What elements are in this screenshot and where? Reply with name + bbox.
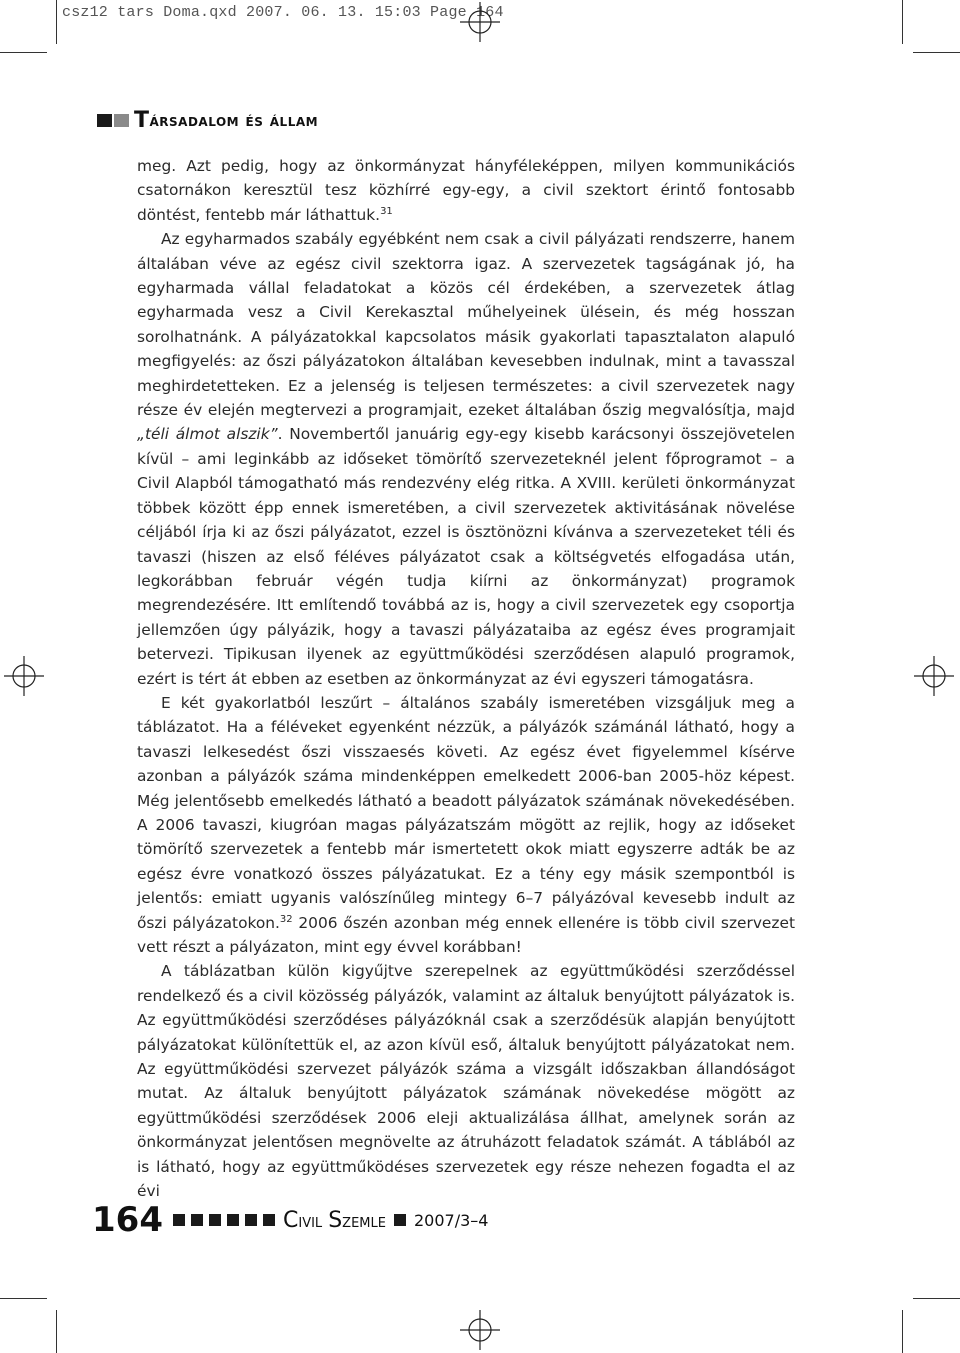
footer-squares-icon [173, 1214, 275, 1226]
paragraph-3: E két gyakorlatból leszűrt – általános szabály ismeretében vizsgáljuk meg a táblázatot. Ha a féléveket egyenként nézzük, a pályázók számánál látható, hogy a tavaszi lelkesedést őszi visszaesés követi. Az egész évet figyelemmel kísérve azonban a pályázók száma mindenképpen emelkedett 2006-ban 2005-höz képest. Még jelentősebb emelkedés látható a beadott pályázatok számának növekedésében. A 2006 tavaszi, kiugróan magas pályázatszám mögött az rejlik, hogy az időseket tömörítő szervezetek a fentebb már ismertetett okok miatt egyszerre adták be az egész évre vonatkozó összes pályázatukat. Ez a tény egy másik szempontból is jelentős: emiatt ugyanis valószínűleg mintegy 6–7 pályázóval kevesebb indult az őszi pályázatokon.$^{32}$ 2006 őszén azonban még ennek ellenére is több civil szervezet vett részt a pályázaton, mint egy évvel korábban! [137, 693, 795, 956]
crop-mark-bottom-left-h [0, 1298, 47, 1299]
crop-mark-bottom-left-v [56, 1310, 57, 1353]
italic-quote: „téli álmot alszik” [137, 425, 278, 444]
header-squares-icon [97, 114, 129, 127]
journal-title: Civil Szemle [282, 1207, 386, 1233]
page-footer [92, 1200, 488, 1240]
registration-mark-bottom-icon [460, 1310, 500, 1350]
registration-mark-left-icon [4, 656, 44, 696]
footer-square-icon [394, 1214, 406, 1226]
registration-mark-top-icon [460, 2, 500, 42]
crop-mark-top-right-h [913, 52, 960, 53]
slug-line: csz12 tars Doma.qxd 2007. 06. 13. 15:03 Page 164 [62, 4, 504, 21]
crop-mark-top-left-v [56, 0, 57, 44]
crop-mark-bottom-right-h [913, 1298, 960, 1299]
paragraph-2: Az egyharmados szabály egyébként nem csak a civil pályázati rendszerre, hanem általában véve az egész civil szektorra igaz. A szervezetek tagságának jó, ha egyharmada vállal feladatokat a közös cél érdekében, a szervezetek átlag egyharmada vesz a Civil Kerekasztal műhelyeinek ülésein, és még hosszan sorolhatnánk. A pályázatokkal kapcsolatos másik gyakorlati tapasztalaton alapuló megfigyelés: az őszi pályázatokon általában kevesebben indulnak, mint a tavasszal meghirdetetteken. Ez a jelenség is teljesen természetes: a civil szervezetek nagy része év elején megtervezi a programjait, ezeket általában őszig megvalósítja, majd „téli álmot alszik”. Novembertől januárig egy-egy kisebb karácsonyi összejövetelen kívül – ami leginkább az időseket tömörítő szervezeteknél jelent főprogramot – a Civil Alapból támogatható más rendezvény elég ritka. A XVIII. kerületi önkormányzat többek között épp ennek ismeretében, a civil szervezetek aktivitásának növelése céljából írja ki az őszi pályázatot, ezzel is ösztönözni kívánva a szervezeteket téli és tavaszi (hiszen az első féléves pályázatot csak a költségvetés elfogadása után, legkorábban február végén tudja kiírni az önkormányzat) programok megrendezésére. Itt említendő továbbá az is, hogy a civil szervezetek egy csoportja jellemzően úgy pályázik, hogy a tavaszi pályázataiba az egész éves programjait betervezi. Tipikusan ilyenek az együttműködési szerződésen alapuló programok, ezért is tért át ebben az esetben az önkormányzat az évi egyszeri támogatásra. [137, 230, 796, 688]
section-title-rest: ársadalom és állam [149, 110, 319, 131]
page-number: 164 [92, 1200, 163, 1240]
crop-mark-top-left-h [0, 52, 47, 53]
section-title-initial: T [134, 108, 150, 133]
crop-mark-bottom-right-v [902, 1310, 903, 1353]
registration-mark-right-icon [914, 656, 954, 696]
section-header [97, 108, 318, 133]
article-body [137, 154, 795, 1203]
footnote-ref-31: 31 [380, 205, 393, 217]
paragraph-4: A táblázatban külön kigyűjtve szerepelnek az együttműködési szerződéssel rendelkező és a civil közösség pályázók, valamint az általuk benyújtott pályázatok is. Az együttműködési szerződéses pályázóknál csak a szerződésük alapján benyújtott pályázatokat különítettük el, az azon kívül eső, általuk benyújtott pályázatokat nem. Az együttműködési szervezet pályázók száma a vizsgált időszakban állandóságot mutat. Az általuk benyújtott pályázatok számának növekedése mögött az együttműködési szerződések 2006 eleji aktualizálása állhat, amelynek során az önkormányzat jelentősen megnövelte az átruházott feladatok számát. A táblából az is látható, hogy az együttműködéses szervezetek egy része nehezen fogadta el az évi [137, 962, 795, 1201]
issue-number: 2007/3–4 [413, 1210, 489, 1230]
crop-mark-top-right-v [902, 0, 903, 44]
paragraph-1: meg. Azt pedig, hogy az önkormányzat hányféleképpen, milyen kommunikációs csatornákon keresztül tesz közhírré egy-egy, a civil szektort érintő fontosabb döntést, fentebb már láthattuk.$^{31}$ [137, 157, 795, 224]
footnote-ref-32: 32 [279, 913, 293, 925]
